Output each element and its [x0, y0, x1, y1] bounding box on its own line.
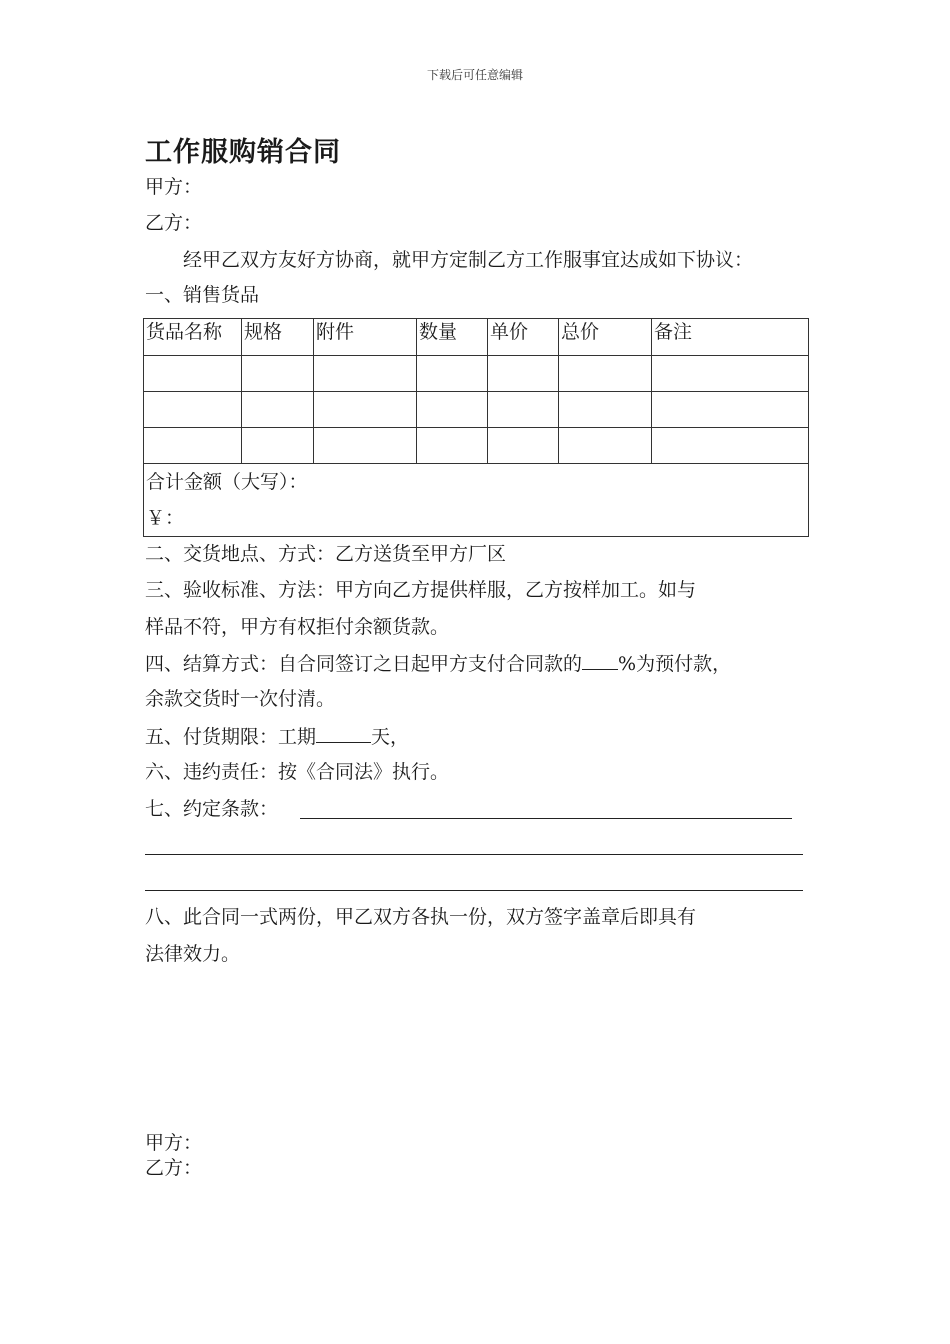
col-header-accessory: 附件 — [314, 319, 417, 356]
table-cell[interactable] — [144, 356, 242, 392]
page-title: 工作服购销合同 — [145, 137, 341, 168]
table-cell[interactable] — [488, 428, 559, 464]
table-cell[interactable] — [488, 356, 559, 392]
col-header-name: 货品名称 — [144, 319, 242, 356]
table-total-row — [144, 464, 809, 537]
table-row — [144, 392, 809, 428]
table-cell[interactable] — [314, 428, 417, 464]
agreed-terms-blank-line-1[interactable] — [300, 818, 792, 819]
prepay-percent-blank[interactable] — [582, 651, 618, 670]
section-2-text: 二、交货地点、方式：乙方送货至甲方厂区 — [145, 543, 507, 565]
table-row — [144, 428, 809, 464]
signature-party-a: 甲方： — [145, 1132, 203, 1154]
table-cell[interactable] — [652, 392, 809, 428]
section-3-line-2: 样品不符，甲方有权拒付余额货款。 — [145, 616, 450, 638]
table-cell[interactable] — [144, 428, 242, 464]
total-amount-label: 合计金额（大写）： — [146, 471, 308, 493]
agreed-terms-blank-line-3[interactable] — [145, 890, 803, 891]
table-cell[interactable] — [242, 392, 314, 428]
table-header-row — [144, 319, 809, 356]
party-b-label: 乙方： — [145, 212, 203, 234]
table-cell[interactable] — [417, 392, 488, 428]
table-cell[interactable] — [559, 428, 652, 464]
table-cell[interactable] — [242, 356, 314, 392]
col-header-remarks: 备注 — [652, 319, 809, 356]
agreed-terms-blank-line-2[interactable] — [145, 854, 803, 855]
col-header-quantity: 数量 — [417, 319, 488, 356]
yen-amount-label: ￥： — [146, 507, 185, 529]
col-header-spec: 规格 — [242, 319, 314, 356]
work-days-blank[interactable] — [316, 724, 371, 743]
section-7-text — [145, 797, 278, 821]
section-7-label: 七、约定条款： — [145, 798, 279, 820]
section-5-suffix: 天， — [371, 726, 410, 748]
section-8-line-2: 法律效力。 — [145, 943, 241, 965]
table-cell[interactable] — [144, 392, 242, 428]
section-5-text — [145, 724, 409, 749]
col-header-total-price: 总价 — [559, 319, 652, 356]
section-4-prefix: 四、结算方式：自合同签订之日起甲方支付合同款的 — [145, 653, 583, 675]
intro-paragraph: 经甲乙双方友好方协商，就甲方定制乙方工作服事宜达成如下协议： — [183, 249, 754, 271]
section-5-prefix: 五、付货期限：工期 — [145, 726, 317, 748]
table-cell[interactable] — [242, 428, 314, 464]
signature-party-b: 乙方： — [145, 1157, 203, 1179]
section-8-line-1: 八、此合同一式两份，甲乙双方各执一份，双方签字盖章后即具有 — [145, 906, 697, 928]
section-6-text: 六、违约责任：按《合同法》执行。 — [145, 761, 450, 783]
section-3-line-1: 三、验收标准、方法：甲方向乙方提供样服，乙方按样加工。如与 — [145, 579, 697, 601]
header-note: 下载后可任意编辑 — [426, 68, 523, 82]
section-4-line-1 — [145, 651, 731, 676]
table-cell[interactable] — [417, 356, 488, 392]
table-cell[interactable] — [314, 392, 417, 428]
table-cell[interactable] — [417, 428, 488, 464]
table-cell[interactable] — [652, 428, 809, 464]
table-row — [144, 356, 809, 392]
col-header-unit-price: 单价 — [488, 319, 559, 356]
section-4-suffix: %为预付款， — [618, 653, 732, 675]
section-1-heading: 一、销售货品 — [145, 284, 260, 306]
table-cell[interactable] — [559, 392, 652, 428]
goods-table — [143, 318, 809, 537]
table-cell[interactable] — [652, 356, 809, 392]
table-cell[interactable] — [314, 356, 417, 392]
section-4-line-2: 余款交货时一次付清。 — [145, 688, 336, 710]
party-a-label: 甲方： — [145, 176, 203, 198]
total-amount-cell[interactable] — [144, 464, 809, 537]
table-cell[interactable] — [559, 356, 652, 392]
table-cell[interactable] — [488, 392, 559, 428]
